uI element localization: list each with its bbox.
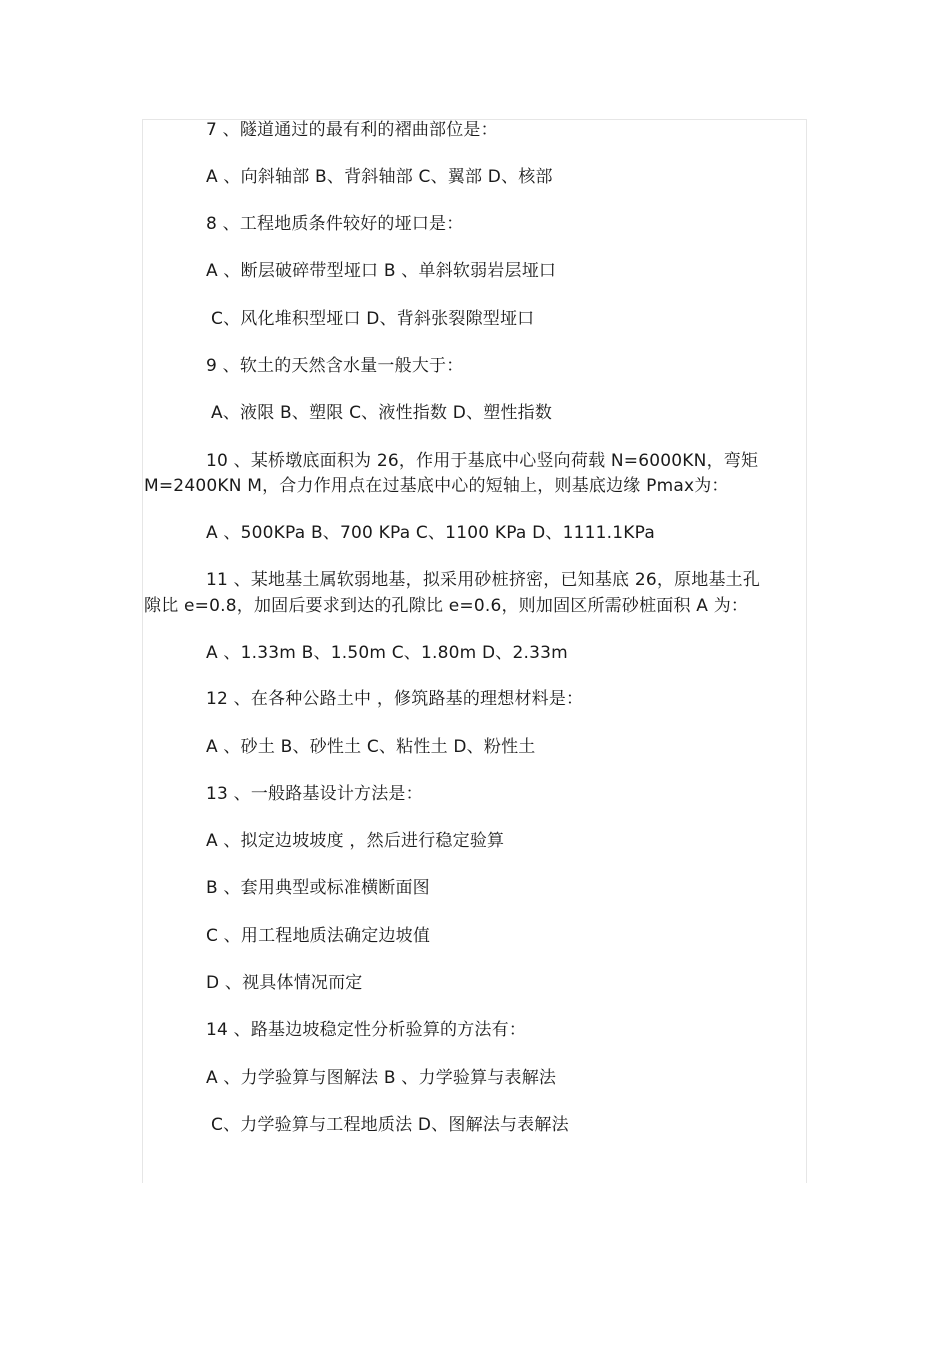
- question-13: 13 、一般路基设计方法是：: [206, 784, 423, 804]
- question-9: 9 、软土的天然含水量一般大于：: [206, 356, 464, 376]
- question-10-line-1: 10 、某桥墩底面积为 26，作用于基底中心竖向荷载 N=6000KN，弯矩: [206, 451, 759, 471]
- question-8-options-cd: C、风化堆积型垭口 D、背斜张裂隙型垭口: [211, 309, 535, 329]
- question-8-options-ab: A 、断层破碎带型垭口 B 、单斜软弱岩层垭口: [206, 261, 557, 281]
- question-13-option-d: D 、视具体情况而定: [206, 973, 363, 993]
- question-14-options-cd: C、力学验算与工程地质法 D、图解法与表解法: [211, 1115, 569, 1135]
- question-13-option-b: B 、套用典型或标准横断面图: [206, 878, 430, 898]
- question-10-options: A 、500KPa B、700 KPa C、1100 KPa D、1111.1KPa: [206, 523, 655, 543]
- question-7: 7 、隧道通过的最有利的褶曲部位是：: [206, 120, 498, 140]
- question-13-option-c: C 、用工程地质法确定边坡值: [206, 926, 431, 946]
- question-12-options: A 、砂土 B、砂性土 C、粘性土 D、粉性土: [206, 737, 536, 757]
- question-9-options: A、液限 B、塑限 C、液性指数 D、塑性指数: [211, 403, 553, 423]
- question-11-options: A 、1.33m B、1.50m C、1.80m D、2.33m: [206, 643, 568, 663]
- question-14-options-ab: A 、力学验算与图解法 B 、力学验算与表解法: [206, 1068, 557, 1088]
- question-8: 8 、工程地质条件较好的垭口是：: [206, 214, 464, 234]
- question-10-line-2: M=2400KN M，合力作用点在过基底中心的短轴上，则基底边缘 Pmax为：: [144, 476, 729, 496]
- question-14: 14 、路基边坡稳定性分析验算的方法有：: [206, 1020, 527, 1040]
- question-7-options: A 、向斜轴部 B、背斜轴部 C、翼部 D、核部: [206, 167, 553, 187]
- question-12: 12 、在各种公路土中 ，修筑路基的理想材料是：: [206, 689, 584, 709]
- question-11-line-1: 11 、某地基土属软弱地基，拟采用砂桩挤密，已知基底 26，原地基土孔: [206, 570, 761, 590]
- question-13-option-a: A 、拟定边坡坡度 ，然后进行稳定验算: [206, 831, 505, 851]
- question-11-line-2: 隙比 e=0.8，加固后要求到达的孔隙比 e=0.6，则加固区所需砂桩面积 A 为：: [144, 596, 749, 616]
